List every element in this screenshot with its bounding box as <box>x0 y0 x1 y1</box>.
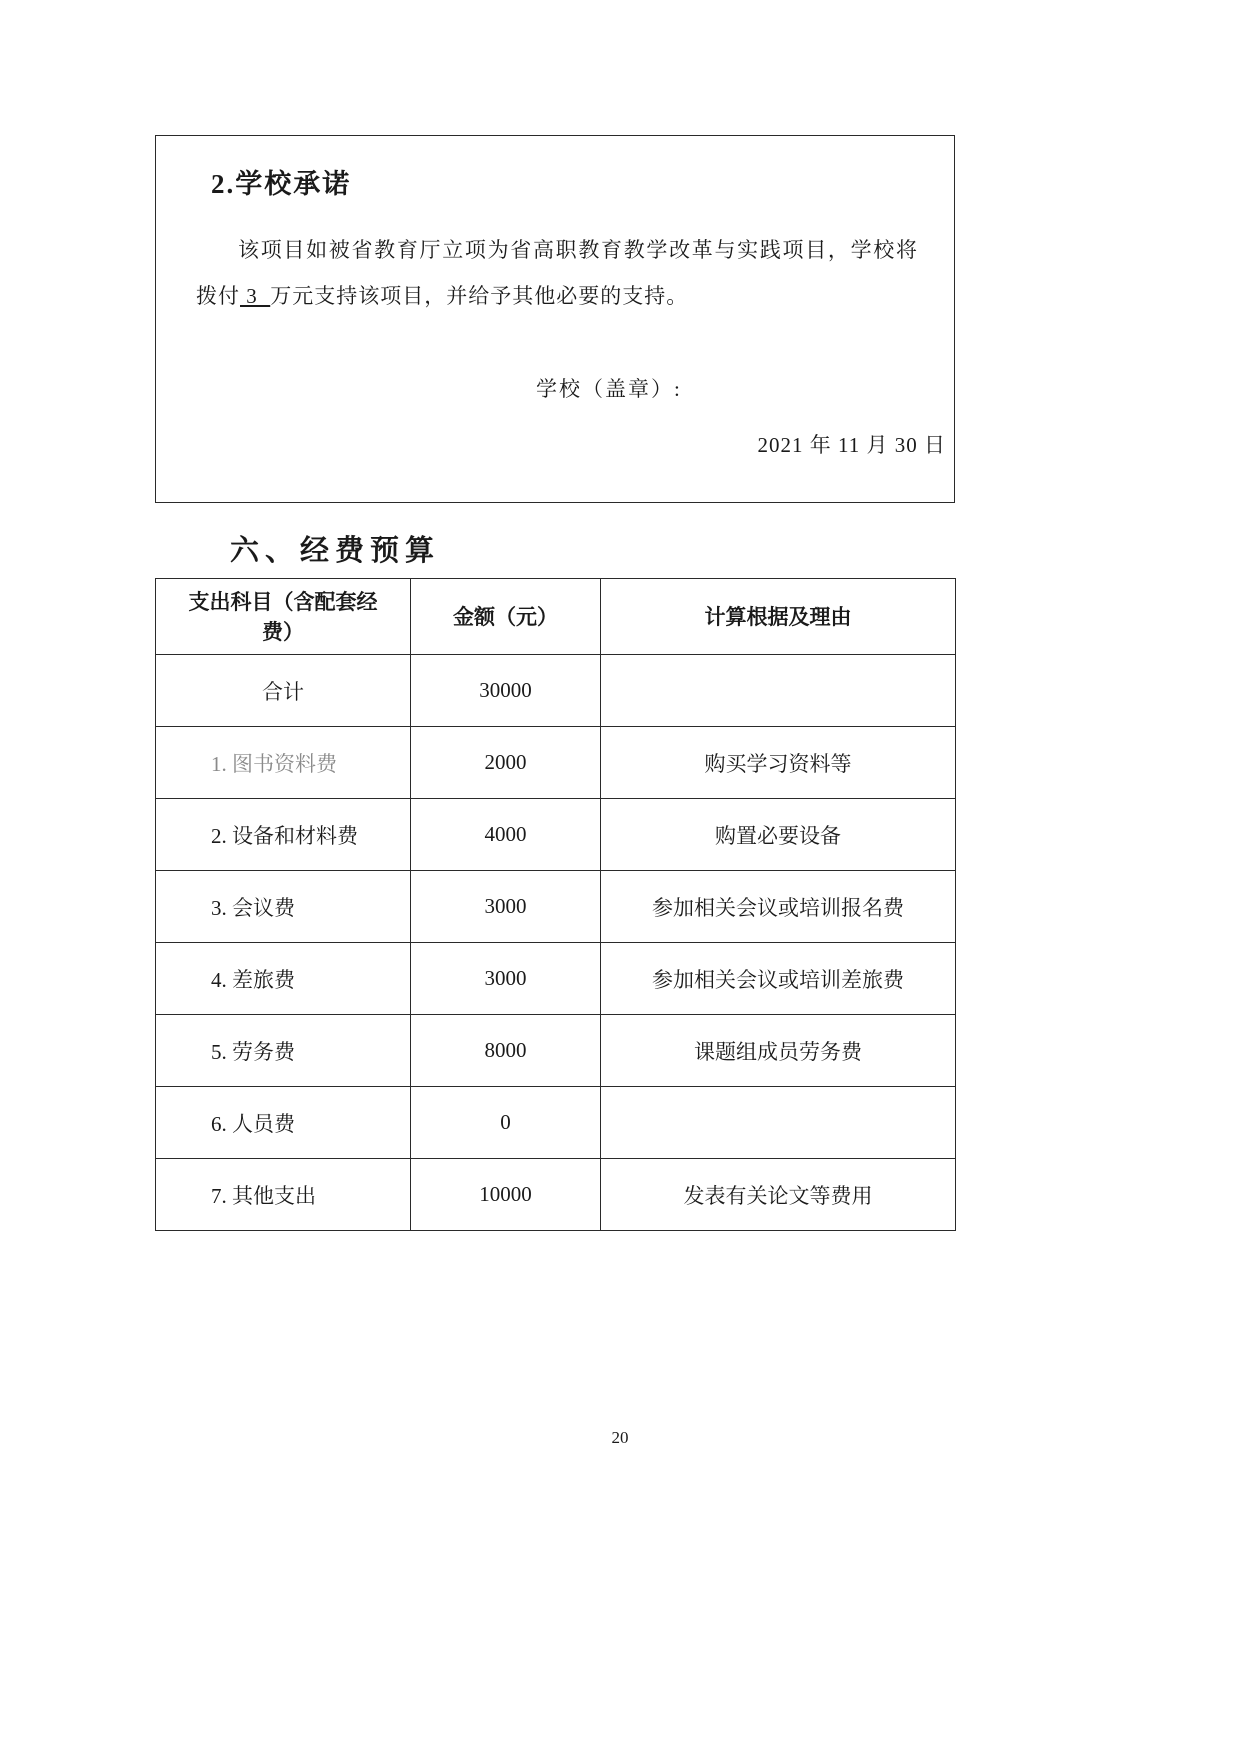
reason-cell: 参加相关会议或培训差旅费 <box>601 943 956 1015</box>
reason-cell <box>601 1087 956 1159</box>
reason-cell: 发表有关论文等费用 <box>601 1159 956 1231</box>
table-row <box>156 1087 956 1159</box>
expense-item-cell: 7. 其他支出 <box>156 1159 411 1231</box>
expense-item-cell: 4. 差旅费 <box>156 943 411 1015</box>
expense-item-cell: 5. 劳务费 <box>156 1015 411 1087</box>
header-amount: 金额（元） <box>411 579 601 655</box>
table-row <box>156 871 956 943</box>
header-expense-item: 支出科目（含配套经费） <box>156 579 411 655</box>
amount-cell: 4000 <box>411 799 601 871</box>
commitment-text-2: 万元支持该项目，并给予其他必要的支持。 <box>270 284 689 308</box>
expense-item-cell: 1. 图书资料费 <box>156 727 411 799</box>
commitment-body <box>196 227 918 319</box>
budget-table <box>155 578 956 1231</box>
table-row <box>156 727 956 799</box>
table-header-row <box>156 579 956 655</box>
amount-cell: 0 <box>411 1087 601 1159</box>
table-row <box>156 1159 956 1231</box>
table-row <box>156 1015 956 1087</box>
amount-cell: 3000 <box>411 943 601 1015</box>
amount-cell: 2000 <box>411 727 601 799</box>
page-number: 20 <box>611 1428 629 1447</box>
amount-cell: 3000 <box>411 871 601 943</box>
budget-section-title: 六、经费预算 <box>230 535 441 567</box>
reason-cell: 购置必要设备 <box>601 799 956 871</box>
commitment-heading: 2.学校承诺 <box>211 169 352 199</box>
stamp-label: 学校（盖章）: <box>536 377 682 401</box>
school-commitment-section <box>155 135 955 503</box>
expense-item-cell: 2. 设备和材料费 <box>156 799 411 871</box>
commitment-text-1: 该项目如被省教育厅立项为省高职教育教学改革与实践项目，学校将拨付 <box>196 238 918 308</box>
commitment-date: 2021 年 11 月 30 日 <box>757 433 946 457</box>
expense-item-cell: 3. 会议费 <box>156 871 411 943</box>
table-row <box>156 799 956 871</box>
reason-cell: 课题组成员劳务费 <box>601 1015 956 1087</box>
amount-cell: 8000 <box>411 1015 601 1087</box>
expense-item-cell: 合计 <box>156 655 411 727</box>
table-row <box>156 655 956 727</box>
funding-amount-underlined: 3 <box>240 284 271 308</box>
table-row <box>156 943 956 1015</box>
amount-cell: 30000 <box>411 655 601 727</box>
reason-cell <box>601 655 956 727</box>
amount-cell: 10000 <box>411 1159 601 1231</box>
header-reason: 计算根据及理由 <box>601 579 956 655</box>
reason-cell: 参加相关会议或培训报名费 <box>601 871 956 943</box>
reason-cell: 购买学习资料等 <box>601 727 956 799</box>
expense-item-cell: 6. 人员费 <box>156 1087 411 1159</box>
